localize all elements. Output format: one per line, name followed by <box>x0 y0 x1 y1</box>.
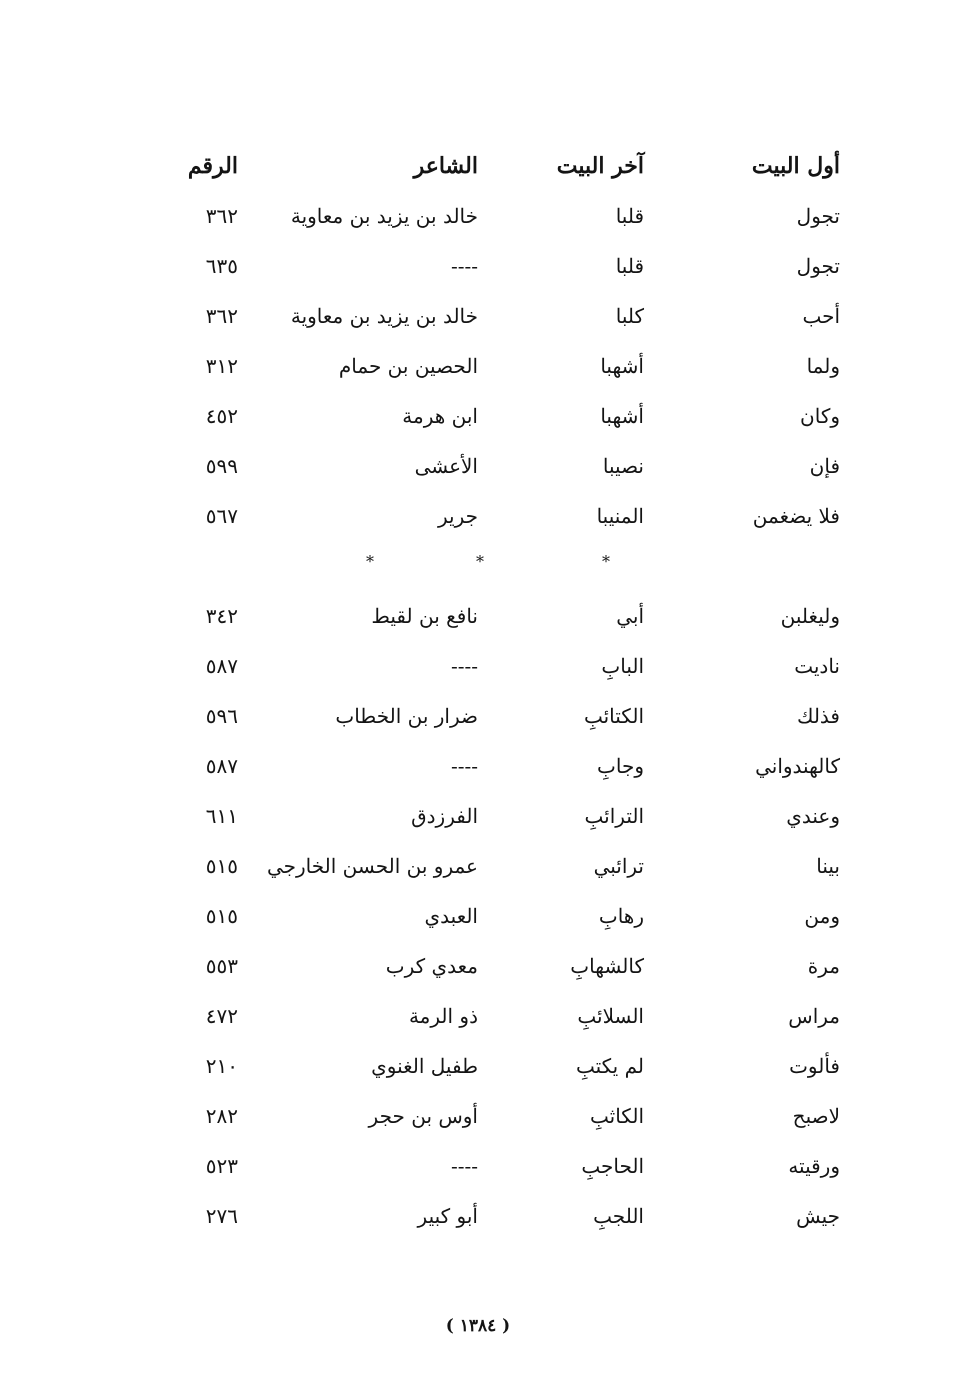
first-of-verse: ورقيته <box>788 1154 840 1178</box>
header-poet: الشاعر <box>413 153 478 179</box>
table-row <box>180 948 840 998</box>
table-group-b <box>180 598 840 1248</box>
verse-number: ٦٣٥ <box>205 254 238 278</box>
table-row <box>180 748 840 798</box>
last-of-verse: السلائبِ <box>577 1004 644 1028</box>
first-of-verse: لاصبح <box>792 1104 840 1128</box>
table-row <box>180 898 840 948</box>
poet-name: الأعشى <box>414 454 478 478</box>
last-of-verse: الكاثبِ <box>590 1104 644 1128</box>
poet-name: ---- <box>450 1154 478 1178</box>
separator-star: * <box>366 552 374 571</box>
poet-name: طفيل الغنوي <box>371 1054 478 1078</box>
table-row <box>180 398 840 448</box>
first-of-verse: وليغلبن <box>780 604 840 628</box>
poet-name: جرير <box>438 504 478 528</box>
poet-name: الحصين بن حمام <box>338 354 478 378</box>
first-of-verse: تجول <box>796 254 840 278</box>
last-of-verse: وجابِ <box>597 754 644 778</box>
poet-name: ---- <box>450 654 478 678</box>
last-of-verse: كالشهابِ <box>570 954 644 978</box>
poet-name: نافع بن لقيط <box>371 604 478 628</box>
first-of-verse: جيش <box>796 1204 840 1228</box>
table-row <box>180 298 840 348</box>
last-of-verse: ترائبي <box>593 854 644 878</box>
table-row <box>180 1148 840 1198</box>
verse-number: ٦١١ <box>205 804 238 828</box>
last-of-verse: الترائبِ <box>584 804 644 828</box>
verse-number: ٥٨٧ <box>205 654 238 678</box>
last-of-verse: لم يكتبِ <box>575 1054 644 1078</box>
first-of-verse: فلا يضغمن <box>752 504 840 528</box>
first-of-verse: وعندي <box>786 804 840 828</box>
verse-number: ٢١٠ <box>205 1054 238 1078</box>
separator-star: * <box>476 552 484 571</box>
section-separator <box>180 548 840 598</box>
poet-name: ---- <box>450 754 478 778</box>
verse-number: ٢٧٦ <box>205 1204 238 1228</box>
last-of-verse: نصيبا <box>602 454 644 478</box>
poet-name: خالد بن يزيد بن معاوية <box>290 204 478 228</box>
first-of-verse: بينا <box>816 854 840 878</box>
poet-name: ابن هرمة <box>402 404 478 428</box>
table-row <box>180 248 840 298</box>
last-of-verse: الحاجبِ <box>581 1154 644 1178</box>
verse-number: ٥٨٧ <box>205 754 238 778</box>
first-of-verse: فألوت <box>789 1054 840 1078</box>
table-row <box>180 598 840 648</box>
table-row <box>180 798 840 848</box>
poet-name: خالد بن يزيد بن معاوية <box>290 304 478 328</box>
poet-name: ذو الرمة <box>408 1004 478 1028</box>
last-of-verse: البابِ <box>601 654 644 678</box>
last-of-verse: كلبا <box>615 304 644 328</box>
first-of-verse: فإن <box>809 454 840 478</box>
verse-number: ٥١٥ <box>205 904 238 928</box>
table-row <box>180 448 840 498</box>
verse-number: ٥١٥ <box>205 854 238 878</box>
table-row <box>180 698 840 748</box>
first-of-verse: مراس <box>788 1004 840 1028</box>
first-of-verse: أحب <box>802 304 840 328</box>
verse-number: ٥٢٣ <box>205 1154 238 1178</box>
poet-name: الفرزدق <box>411 804 478 828</box>
first-of-verse: تجول <box>796 204 840 228</box>
last-of-verse: اللجبِ <box>593 1204 644 1228</box>
last-of-verse: أشهبا <box>600 354 644 378</box>
first-of-verse: مرة <box>807 954 840 978</box>
first-of-verse: فذلك <box>796 704 840 728</box>
poet-name: أبو كبير <box>417 1204 478 1228</box>
header-first-of-verse: أول البيت <box>751 153 840 179</box>
verse-number: ٣٤٢ <box>205 604 238 628</box>
verse-number: ٣١٢ <box>205 354 238 378</box>
poet-name: أوس بن حجر <box>368 1104 478 1128</box>
verse-number: ٥٦٧ <box>205 504 238 528</box>
verse-number: ٤٥٢ <box>205 404 238 428</box>
poet-name: ---- <box>450 254 478 278</box>
table-row <box>180 1048 840 1098</box>
poet-name: ضرار بن الخطاب <box>335 704 478 728</box>
table-group-a <box>180 198 840 548</box>
rhymes-index-table <box>180 148 840 1248</box>
first-of-verse: وكان <box>800 404 840 428</box>
verse-number: ٤٧٢ <box>205 1004 238 1028</box>
verse-number: ٢٨٢ <box>205 1104 238 1128</box>
first-of-verse: ناديت <box>794 654 840 678</box>
header-number: الرقم <box>187 153 238 179</box>
poet-name: عمرو بن الحسن الخارجي <box>266 854 478 878</box>
page-number: ( ١٣٨٤ ) <box>445 1316 511 1336</box>
table-row <box>180 498 840 548</box>
last-of-verse: الكتائبِ <box>583 704 644 728</box>
table-header <box>180 148 840 198</box>
first-of-verse: كالهندواني <box>755 754 840 778</box>
verse-number: ٥٥٣ <box>205 954 238 978</box>
header-last-of-verse: آخر البيت <box>556 153 644 179</box>
table-row <box>180 648 840 698</box>
table-row <box>180 348 840 398</box>
table-row <box>180 1098 840 1148</box>
verse-number: ٥٩٦ <box>205 704 238 728</box>
separator-star: * <box>602 552 610 571</box>
last-of-verse: قلبا <box>615 254 644 278</box>
last-of-verse: أبي <box>616 604 644 628</box>
last-of-verse: المنيبا <box>596 504 644 528</box>
verse-number: ٣٦٢ <box>205 304 238 328</box>
first-of-verse: ومن <box>804 904 840 928</box>
verse-number: ٥٩٩ <box>205 454 238 478</box>
last-of-verse: أشهبا <box>600 404 644 428</box>
last-of-verse: قلبا <box>615 204 644 228</box>
table-row <box>180 198 840 248</box>
table-row <box>180 1198 840 1248</box>
verse-number: ٣٦٢ <box>205 204 238 228</box>
table-row <box>180 848 840 898</box>
poet-name: معدي كرب <box>385 954 478 978</box>
first-of-verse: ولما <box>806 354 840 378</box>
table-row <box>180 998 840 1048</box>
last-of-verse: رهابِ <box>598 904 644 928</box>
poet-name: العبدي <box>424 904 478 928</box>
